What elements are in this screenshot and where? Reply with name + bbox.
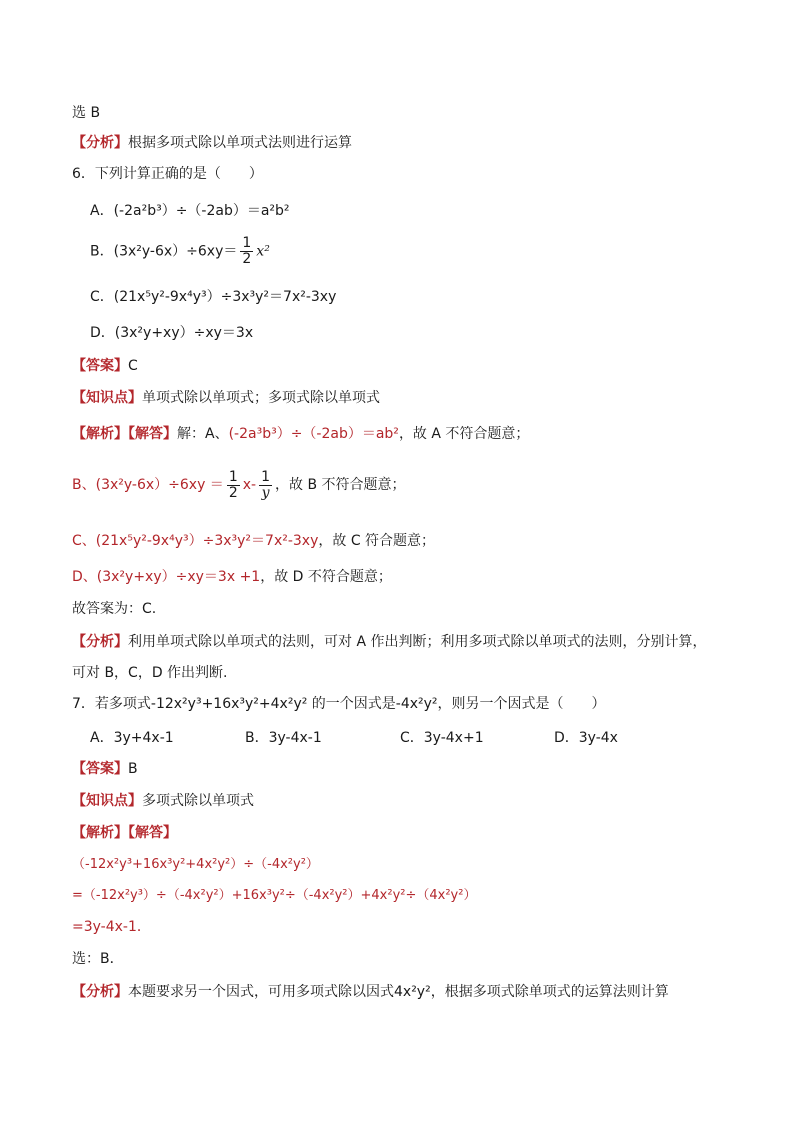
solution-tag: 【解析】【解答】 [72, 825, 177, 841]
fraction-denominator: 2 [242, 251, 252, 267]
solution-c-expression: C、(21x⁵y²-9x⁴y³）÷3x³y²＝7x²-3xy [72, 533, 319, 549]
q7-option-a: A．3y+4x-1 [90, 730, 174, 746]
analysis-text: 利用单项式除以单项式的法则，可对 A 作出判断；利用多项式除以单项式的法则，分别计算， [128, 634, 707, 650]
solution-a-expression: (-2a³b³）÷（-2ab）＝ab² [228, 426, 399, 442]
solution-d-expression: D、(3x²y+xy）÷xy＝3x +1 [72, 569, 261, 585]
q7-options [90, 729, 730, 747]
q7-option-b: B．3y-4x-1 [245, 730, 322, 746]
q7-option-c: C．3y-4x+1 [400, 730, 484, 746]
solution-b-middle: x- [242, 477, 257, 493]
fraction-denominator: y [261, 484, 270, 501]
analysis-7 [72, 983, 669, 1001]
solution-d-verdict: ，故 D 不符合题意； [260, 569, 392, 585]
analysis-tag: 【分析】 [72, 634, 128, 650]
solution-6-d [72, 568, 392, 586]
analysis-5 [72, 134, 352, 152]
answer-value: B [128, 761, 138, 777]
fraction-one-half [227, 470, 240, 501]
q6-option-b-prefix: B．(3x²y-6x）÷6xy＝ [90, 243, 238, 260]
analysis-text: 本题要求另一个因式，可用多项式除以因式4x²y²，根据多项式除单项式的运算法则计算 [128, 984, 669, 1000]
final-answer-6: 故答案为：C. [72, 601, 157, 617]
solution-7-heading [72, 824, 177, 842]
answer-value: C [128, 358, 138, 374]
analysis-tag: 【分析】 [72, 135, 128, 151]
solution-b-verdict: ，故 B 不符合题意； [275, 477, 406, 493]
solution-tag: 【解析】【解答】 [72, 426, 177, 442]
solution-a-verdict: ，故 A 不符合题意； [398, 426, 530, 442]
q6-option-b-suffix: x² [256, 243, 270, 260]
q6-option-a: A．(-2a²b³）÷（-2ab）＝a²b² [90, 203, 290, 219]
analysis-6-continued: 可对 B，C，D 作出判断. [72, 665, 228, 681]
q6-option-b [90, 236, 270, 267]
solution-7-result: =3y-4x-1． [72, 919, 151, 935]
solution-b-expression: B、(3x²y-6x）÷6xy ＝ [72, 477, 224, 493]
fraction-denominator: 2 [228, 484, 238, 501]
answer-tag: 【答案】 [72, 761, 128, 777]
previous-selection: 选 B [72, 105, 101, 121]
answer-7 [72, 760, 138, 778]
solution-6-b [72, 466, 406, 504]
analysis-6 [72, 633, 706, 651]
knowledge-tag: 【知识点】 [72, 390, 142, 406]
q6-option-c: C．(21x⁵y²-9x⁴y³）÷3x³y²＝7x²-3xy [90, 289, 337, 305]
analysis-text: 根据多项式除以单项式法则进行运算 [128, 135, 352, 151]
fraction-numerator: 1 [261, 468, 270, 485]
answer-tag: 【答案】 [72, 358, 128, 374]
fraction-numerator: 1 [228, 468, 238, 485]
knowledge-text: 多项式除以单项式 [142, 793, 254, 809]
solution-6-c [72, 532, 435, 550]
knowledge-point-7 [72, 792, 254, 810]
solution-7-line-3 [72, 918, 151, 936]
final-answer-7: 选：B． [72, 951, 124, 967]
solution-c-verdict: ，故 C 符合题意； [318, 533, 436, 549]
knowledge-tag: 【知识点】 [72, 793, 142, 809]
fraction-one-over-y [259, 470, 272, 501]
q7-option-d: D．3y-4x [554, 730, 618, 746]
knowledge-text: 单项式除以单项式；多项式除以单项式 [142, 390, 380, 406]
analysis-tag: 【分析】 [72, 984, 128, 1000]
fraction-numerator: 1 [242, 235, 252, 251]
knowledge-point-6 [72, 389, 380, 407]
solution-a-prefix: 解：A、 [177, 426, 229, 442]
question-6: 6．下列计算正确的是（ ） [72, 166, 263, 182]
solution-6-a [72, 425, 529, 443]
answer-6 [72, 357, 138, 375]
solution-7-line-1: （-12x²y³+16x³y²+4x²y²）÷（-4x²y²） [72, 857, 319, 872]
question-7: 7．若多项式-12x²y³+16x³y²+4x²y² 的一个因式是-4x²y²，则另一个因式是（ ） [72, 696, 606, 712]
solution-7-line-2: =（-12x²y³）÷（-4x²y²）+16x³y²÷（-4x²y²）+4x²y²÷（4x²y²） [72, 888, 477, 903]
q6-option-d: D．(3x²y+xy）÷xy＝3x [90, 325, 254, 341]
fraction-one-half [240, 236, 253, 267]
